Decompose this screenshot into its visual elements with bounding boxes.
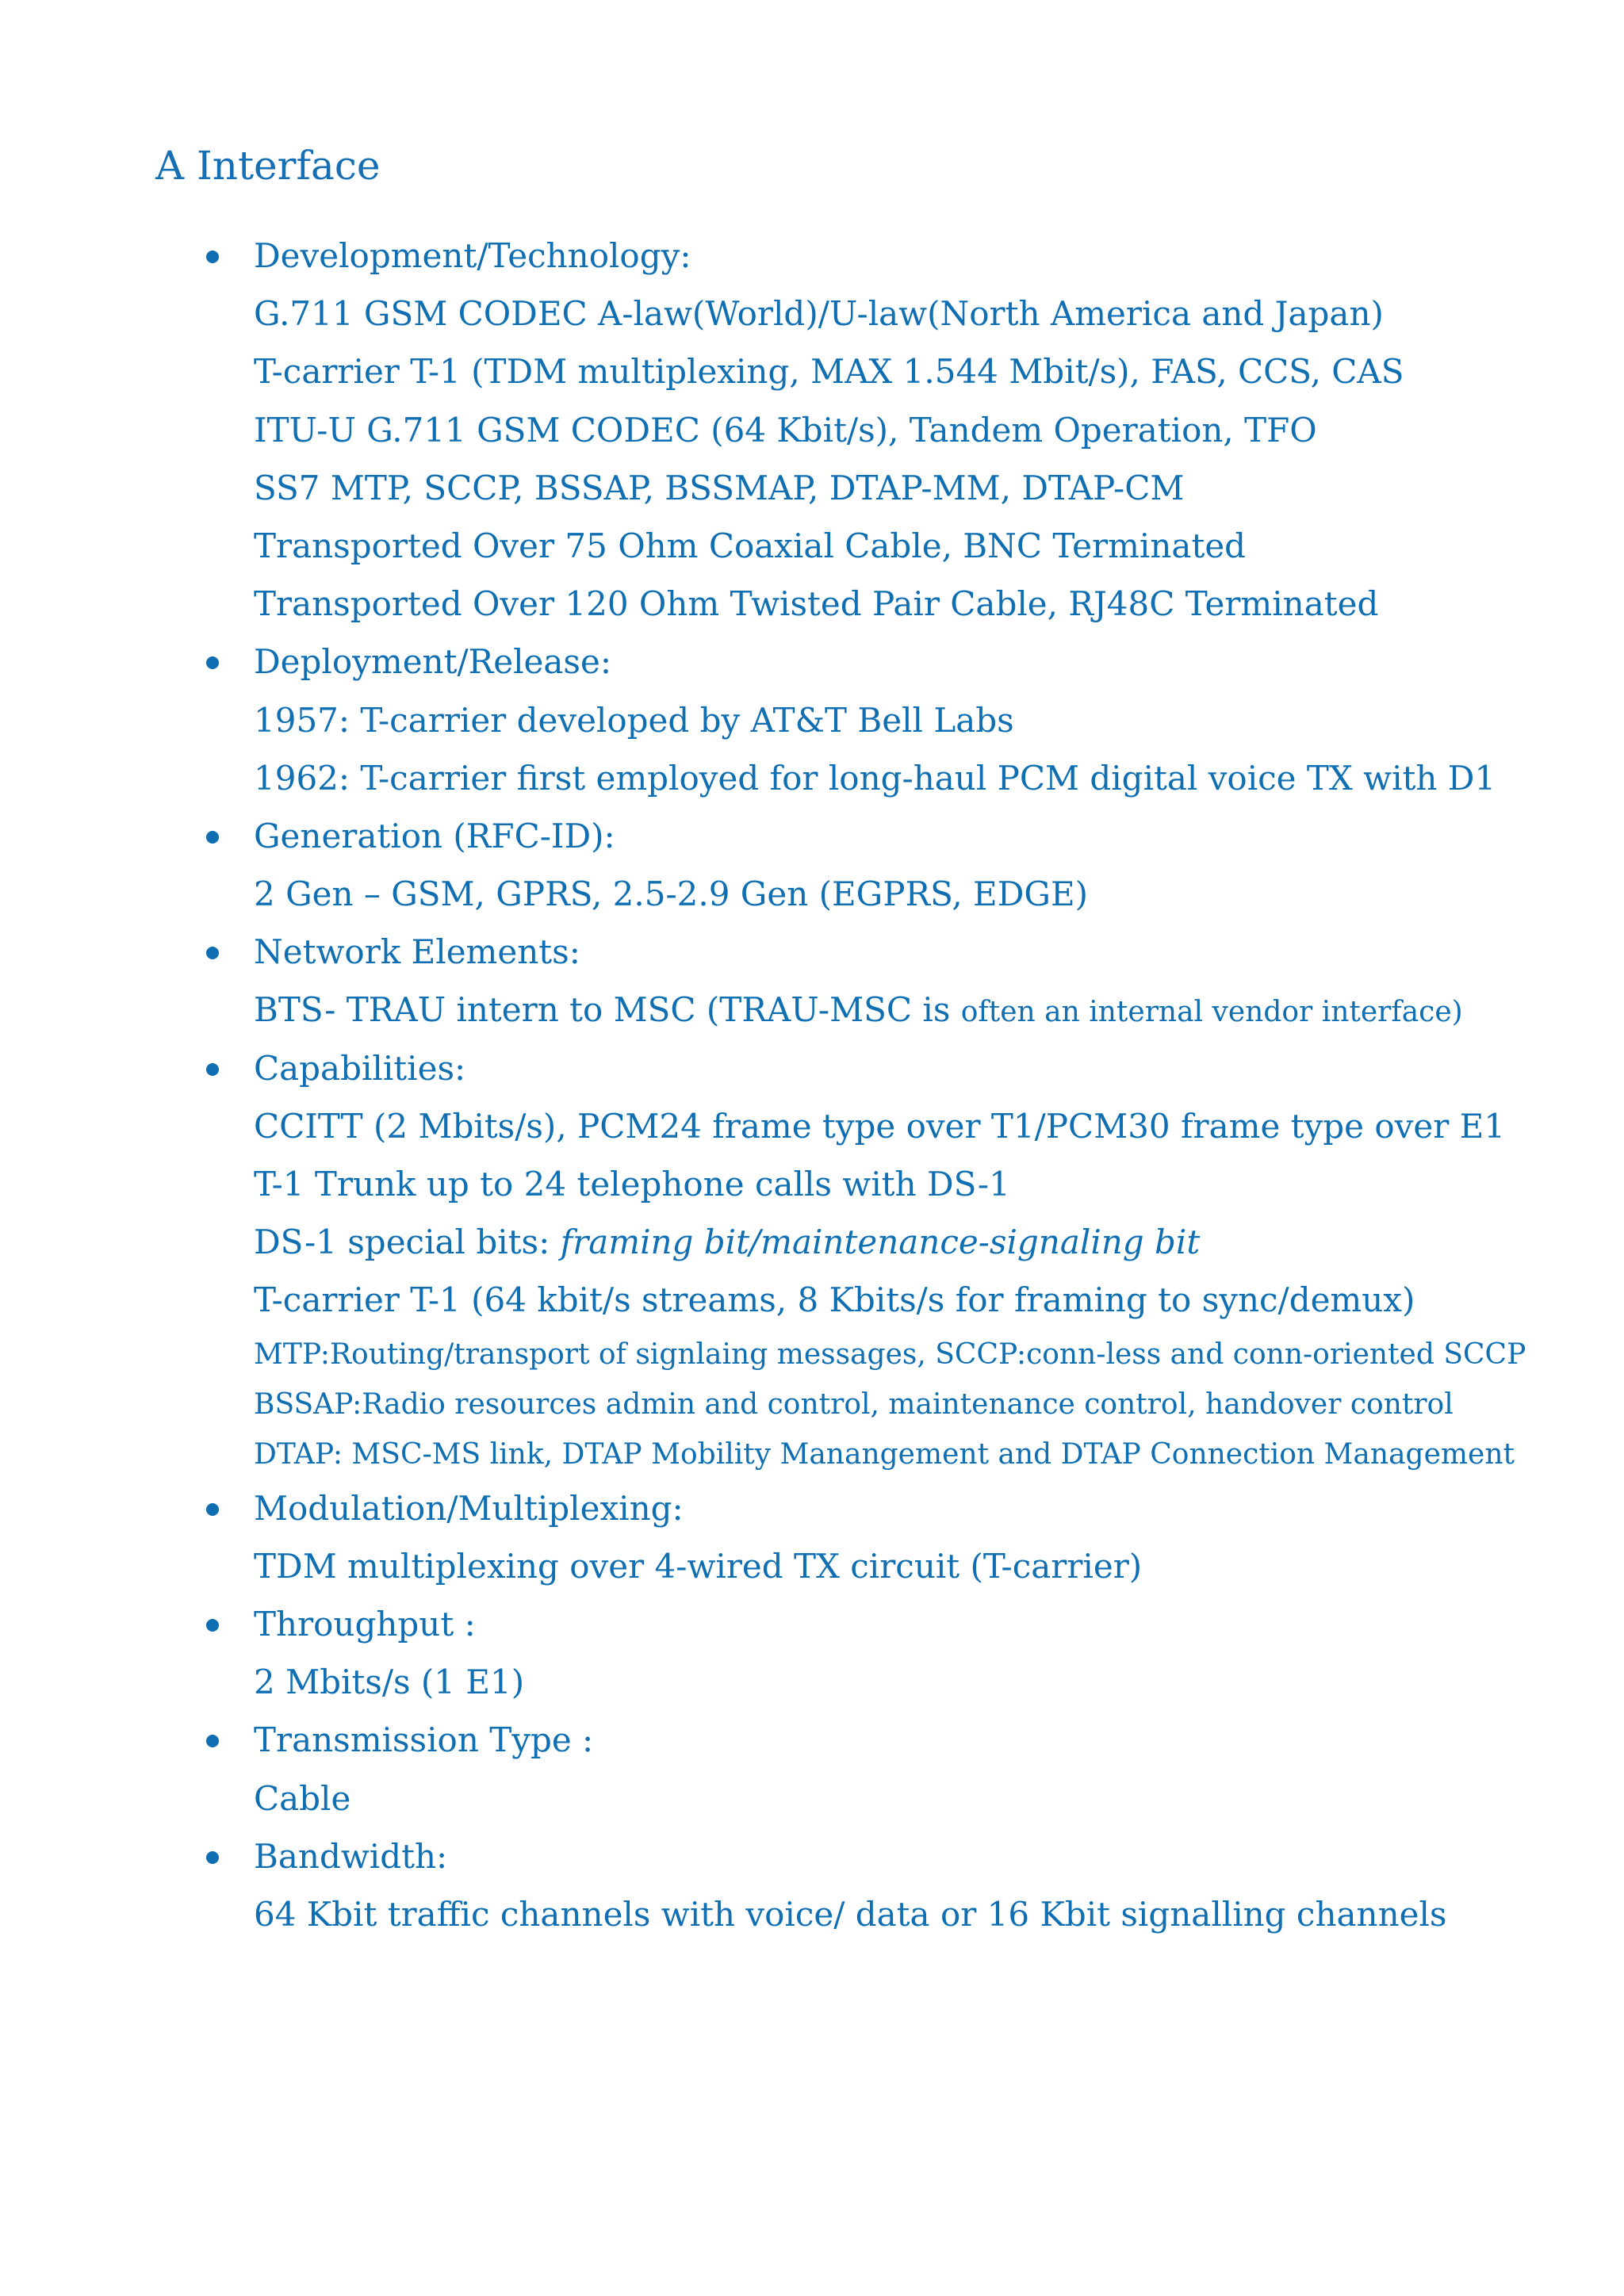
item-heading: Network Elements: bbox=[254, 932, 580, 972]
item-heading: Transmission Type : bbox=[254, 1720, 594, 1760]
item-heading: Capabilities: bbox=[254, 1048, 466, 1088]
ds1-prefix: DS-1 special bits: bbox=[254, 1223, 561, 1262]
item-line: ITU-U G.711 GSM CODEC (64 Kbit/s), Tandem Operation, TFO bbox=[254, 410, 1317, 450]
item-line: SS7 MTP, SCCP, BSSAP, BSSMAP, DTAP-MM, DTAP-CM bbox=[254, 468, 1185, 507]
bullet-icon bbox=[206, 1851, 219, 1864]
item-line: TDM multiplexing over 4-wired TX circuit (T-carrier) bbox=[254, 1546, 1143, 1586]
item-line: 2 Gen – GSM, GPRS, 2.5-2.9 Gen (EGPRS, EDGE) bbox=[254, 874, 1088, 914]
list-item-development-technology bbox=[0, 227, 1526, 633]
item-line bbox=[0, 1213, 1526, 1271]
item-line: Transported Over 75 Ohm Coaxial Cable, BNC Terminated bbox=[254, 526, 1247, 565]
item-heading: Deployment/Release: bbox=[254, 642, 611, 682]
list-item-deployment-release bbox=[0, 633, 1526, 807]
bullet-icon bbox=[206, 1619, 219, 1632]
list-item-generation bbox=[0, 807, 1526, 923]
bullet-icon bbox=[206, 1503, 219, 1516]
item-small-line: MTP:Routing/transport of signlaing messages, SCCP:conn-less and conn-oriented SCCP bbox=[254, 1337, 1526, 1371]
item-line: Cable bbox=[254, 1778, 351, 1818]
bullet-icon bbox=[206, 831, 219, 844]
item-line: 1962: T-carrier first employed for long-haul PCM digital voice TX with D1 bbox=[254, 758, 1496, 798]
list-item-throughput bbox=[0, 1595, 1526, 1711]
item-line: CCITT (2 Mbits/s), PCM24 frame type over T1/PCM30 frame type over E1 bbox=[254, 1106, 1506, 1146]
item-heading: Bandwidth: bbox=[254, 1836, 448, 1876]
item-line: 1957: T-carrier developed by AT&T Bell Labs bbox=[254, 700, 1014, 740]
list-item-modulation-multiplexing bbox=[0, 1479, 1526, 1595]
bullet-list bbox=[0, 227, 1526, 1943]
bullet-icon bbox=[206, 251, 219, 263]
ne-line-main: BTS- TRAU intern to MSC (TRAU-MSC is bbox=[254, 990, 961, 1030]
bullet-icon bbox=[206, 1063, 219, 1076]
item-small-line: DTAP: MSC-MS link, DTAP Mobility Manangement and DTAP Connection Management bbox=[254, 1437, 1515, 1471]
item-heading: Development/Technology: bbox=[254, 236, 691, 275]
ne-line-small: often an internal vendor interface) bbox=[960, 996, 1463, 1029]
list-item-network-elements bbox=[0, 923, 1526, 1039]
list-item-capabilities bbox=[0, 1039, 1526, 1479]
item-heading: Throughput : bbox=[254, 1604, 476, 1644]
item-small-line: BSSAP:Radio resources admin and control, maintenance control, handover control bbox=[254, 1387, 1454, 1421]
page-title: A Interface bbox=[155, 143, 381, 189]
item-line: 2 Mbits/s (1 E1) bbox=[254, 1663, 525, 1702]
ds1-italic: framing bit/maintenance-signaling bit bbox=[560, 1223, 1201, 1262]
item-line: G.711 GSM CODEC A-law(World)/U-law(North America and Japan) bbox=[254, 294, 1384, 334]
item-line: T-1 Trunk up to 24 telephone calls with DS-1 bbox=[254, 1165, 1010, 1203]
item-line bbox=[0, 981, 1526, 1039]
item-line: 64 Kbit traffic channels with voice/ data or 16 Kbit signalling channels bbox=[254, 1894, 1447, 1934]
item-heading: Modulation/Multiplexing: bbox=[254, 1488, 684, 1528]
item-line: T-carrier T-1 (64 kbit/s streams, 8 Kbits/s for framing to sync/demux) bbox=[254, 1280, 1415, 1320]
item-line: T-carrier T-1 (TDM multiplexing, MAX 1.544 Mbit/s), FAS, CCS, CAS bbox=[254, 352, 1404, 392]
item-line: Transported Over 120 Ohm Twisted Pair Cable, RJ48C Terminated bbox=[254, 584, 1379, 624]
item-heading: Generation (RFC-ID): bbox=[254, 816, 615, 855]
list-item-bandwidth bbox=[0, 1827, 1526, 1943]
list-item-transmission-type bbox=[0, 1711, 1526, 1827]
